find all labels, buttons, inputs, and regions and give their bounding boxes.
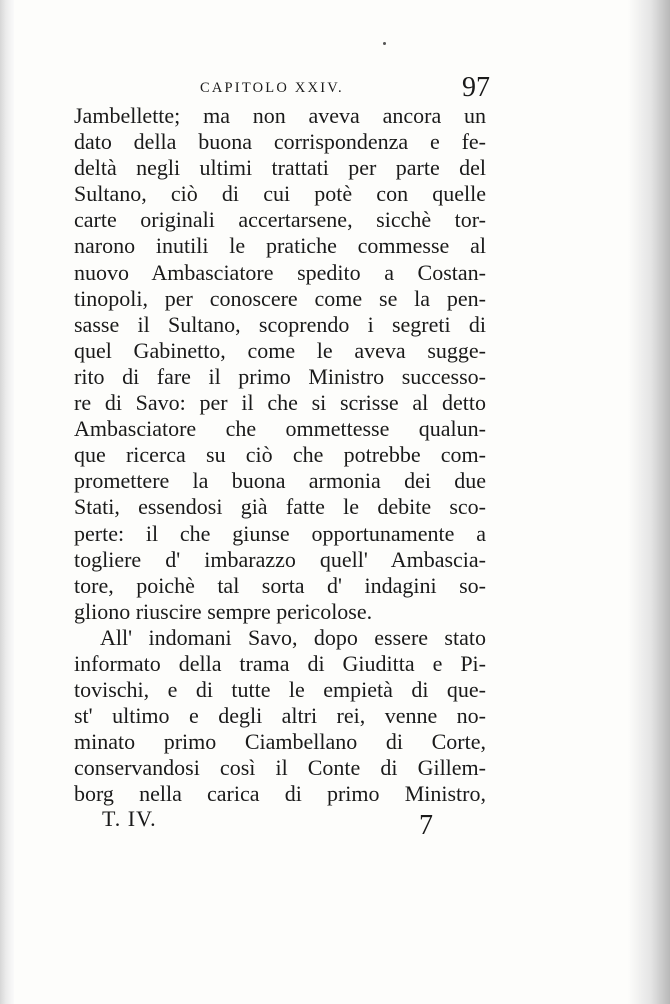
text-line: informato della trama di Giuditta e Pi-	[74, 650, 486, 676]
volume-signature: T. IV.	[102, 806, 157, 831]
ink-speck	[383, 42, 386, 45]
text-line: conservandosi così il Conte di Gillem-	[74, 755, 486, 781]
text-line: rito di fare il primo Ministro successo-	[74, 363, 486, 389]
text-line: re di Savo: per il che si scrisse al detto	[74, 390, 486, 416]
text-line: sasse il Sultano, scoprendo i segreti di	[74, 311, 486, 337]
text-line: tinopoli, per conoscere come se la pen-	[74, 285, 486, 311]
running-head: CAPITOLO XXIV.	[200, 80, 344, 96]
text-line: narono inutili le pratiche commesse al	[74, 233, 486, 259]
text-line: Ambasciatore che ommettesse qualun-	[74, 416, 486, 442]
text-line: quel Gabinetto, come le aveva sugge-	[74, 337, 486, 363]
body-text	[74, 103, 486, 808]
text-line: que ricerca su ciò che potrebbe com-	[74, 442, 486, 468]
text-line: borg nella carica di primo Ministro,	[74, 781, 486, 807]
paragraph-end-line: gliono riuscire sempre pericolose.	[74, 598, 373, 624]
text-line: deltà negli ultimi trattati per parte del	[74, 155, 486, 181]
text-line: carte originali accertarsene, sicchè tor-	[74, 207, 486, 233]
page-number: 97	[462, 72, 490, 103]
text-line: tovischi, e di tutte le empietà di que-	[74, 677, 486, 703]
text-line: togliere d' imbarazzo quell' Ambascia-	[74, 546, 486, 572]
sheet-number: 7	[419, 810, 433, 841]
text-line: dato della buona corrispondenza e fe-	[74, 129, 486, 155]
page-right-edge	[628, 0, 670, 1004]
paragraph-start-line: All' indomani Savo, dopo essere stato	[100, 624, 486, 650]
text-line: Jambellette; ma non aveva ancora un	[74, 103, 486, 128]
text-line: promettere la buona armonia dei due	[74, 468, 486, 494]
text-line: tore, poichè tal sorta d' indagini so-	[74, 572, 486, 598]
text-line: Sultano, ciò di cui potè con quelle	[74, 181, 486, 207]
text-line: perte: il che giunse opportunamente a	[74, 520, 486, 546]
text-line: minato primo Ciambellano di Corte,	[74, 729, 486, 755]
text-line: nuovo Ambasciatore spedito a Costan-	[74, 259, 486, 285]
text-line: st' ultimo e degli altri rei, venne no-	[74, 703, 486, 729]
text-line: Stati, essendosi già fatte le debite sco-	[74, 494, 486, 520]
page-left-edge	[0, 0, 14, 1004]
